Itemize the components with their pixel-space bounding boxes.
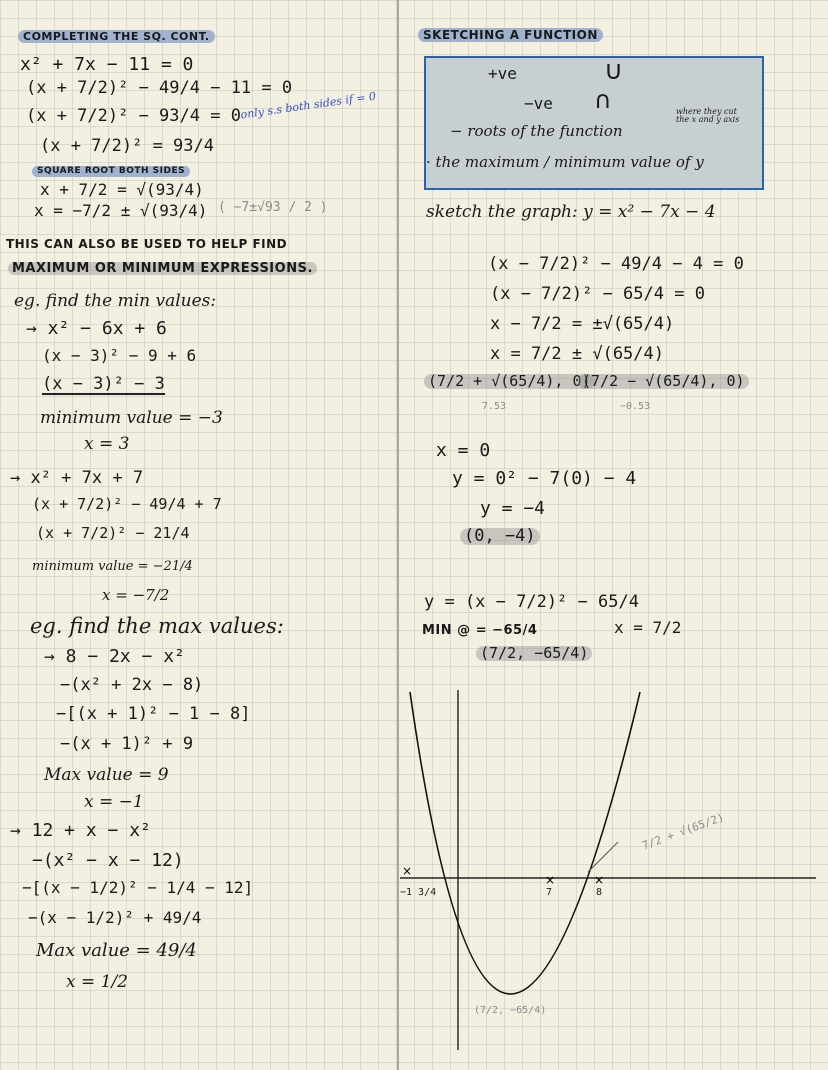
ex2-line-2: (x + 7/2)² − 49/4 + 7 bbox=[32, 495, 222, 513]
root-pointer bbox=[588, 842, 618, 872]
ex4-line-2: −(x² − x − 12) bbox=[32, 850, 184, 871]
cs-line-2: (x + 7/2)² − 49/4 − 11 = 0 bbox=[26, 78, 293, 98]
yint-line-3: y = −4 bbox=[480, 498, 546, 519]
ex4-line-3: −[(x − 1/2)² − 1/4 − 12] bbox=[22, 878, 254, 897]
cs-line-6-simplified: ( −7±√93 / 2 ) bbox=[218, 200, 328, 215]
ex4-line-1: → 12 + x − x² bbox=[10, 820, 151, 841]
box-roots-note: where they cut the x and y axis bbox=[676, 107, 740, 125]
parabola-curve bbox=[410, 692, 640, 994]
sketch-heading: sketch the graph: y = x² − 7x − 4 bbox=[426, 202, 716, 222]
roots-line-1: (x − 7/2)² − 49/4 − 4 = 0 bbox=[488, 254, 744, 274]
roots-line-3: x − 7/2 = ±√(65/4) bbox=[490, 314, 675, 334]
ex4-max-value: Max value = 49/4 bbox=[36, 940, 197, 961]
ex4-line-4: −(x − 1/2)² + 49/4 bbox=[28, 908, 202, 927]
cs-line-5: x + 7/2 = √(93/4) bbox=[40, 180, 204, 199]
ex1-line-2: (x − 3)² − 9 + 6 bbox=[42, 346, 197, 365]
roots-line-4: x = 7/2 ± √(65/4) bbox=[490, 344, 664, 364]
vertex-point: (7/2, −65/4) bbox=[476, 646, 592, 661]
cs-line-6: x = −7/2 ± √(93/4) bbox=[34, 201, 208, 220]
box-roots-line: − roots of the function bbox=[450, 122, 623, 140]
ex1-line-3: (x − 3)² − 3 bbox=[42, 374, 165, 394]
ex2-x-value: x = −7/2 bbox=[102, 586, 170, 604]
graph-label-seven: 7 bbox=[546, 887, 553, 898]
intro-line-1: THIS CAN ALSO BE USED TO HELP FIND bbox=[6, 237, 288, 251]
intro-line-2: MAXIMUM OR MINIMUM EXPRESSIONS. bbox=[8, 262, 317, 275]
cs-line-4: (x + 7/2)² = 93/4 bbox=[40, 136, 214, 156]
box-minmax-line: · the maximum / minimum value of y bbox=[426, 153, 704, 171]
ex3-line-3: −[(x + 1)² − 1 − 8] bbox=[56, 704, 251, 724]
cup-up-shape: ∪ bbox=[604, 56, 624, 86]
graph-label-vertex: (7/2, −65/4) bbox=[474, 1005, 547, 1016]
tick-mark-seven: × bbox=[545, 873, 556, 887]
vertex-min-label: MIN @ = −65/4 bbox=[422, 623, 538, 638]
vertex-form: y = (x − 7/2)² − 65/4 bbox=[424, 592, 639, 612]
ex2-line-3: (x + 7/2)² − 21/4 bbox=[36, 524, 190, 542]
cs-line-1: x² + 7x − 11 = 0 bbox=[20, 54, 194, 75]
min-heading: eg. find the min values: bbox=[14, 291, 217, 311]
tick-mark-neg: × bbox=[402, 864, 413, 878]
tick-mark-eight: × bbox=[594, 873, 605, 887]
box-positive-label: +ve bbox=[488, 64, 517, 83]
roots-line-2: (x − 7/2)² − 65/4 = 0 bbox=[490, 284, 705, 304]
ex3-max-value: Max value = 9 bbox=[44, 765, 169, 785]
ex3-line-1: → 8 − 2x − x² bbox=[44, 646, 185, 667]
yint-point: (0, −4) bbox=[460, 528, 540, 545]
box-negative-label: −ve bbox=[524, 94, 553, 113]
max-heading: eg. find the max values: bbox=[30, 614, 284, 638]
right-title: SKETCHING A FUNCTION bbox=[418, 28, 603, 42]
cup-down-shape: ∩ bbox=[594, 86, 612, 114]
yint-line-1: x = 0 bbox=[436, 440, 491, 461]
ex1-min-value: minimum value = −3 bbox=[40, 408, 223, 428]
ex4-x-value: x = 1/2 bbox=[66, 972, 128, 992]
root-1-decimal: 7.53 bbox=[482, 401, 507, 412]
ex1-x-value: x = 3 bbox=[84, 434, 130, 454]
cs-line-3: (x + 7/2)² − 93/4 = 0 bbox=[26, 106, 241, 126]
cs-side-note: only s.s both sides if = 0 bbox=[239, 89, 377, 122]
yint-line-2: y = 0² − 7(0) − 4 bbox=[452, 468, 637, 489]
ex2-min-value: minimum value = −21/4 bbox=[32, 559, 193, 574]
ex3-line-4: −(x + 1)² + 9 bbox=[60, 734, 194, 754]
root-point-2: (7/2 − √(65/4), 0) bbox=[578, 374, 749, 389]
graph-label-root: 7/2 + √(65/2) bbox=[640, 810, 726, 853]
root-point-1: (7/2 + √(65/4), 0) bbox=[424, 374, 595, 389]
vertex-x: x = 7/2 bbox=[614, 618, 682, 637]
ex1-line-1: → x² − 6x + 6 bbox=[26, 318, 167, 339]
ex3-x-value: x = −1 bbox=[84, 792, 144, 812]
root-2-decimal: −0.53 bbox=[620, 401, 651, 412]
ex2-line-1: → x² + 7x + 7 bbox=[10, 468, 144, 488]
graph-label-neg: −1 3/4 bbox=[400, 887, 437, 898]
ex3-line-2: −(x² + 2x − 8) bbox=[60, 675, 204, 695]
graph-label-eight: 8 bbox=[596, 887, 603, 898]
cs-square-root-label: SQUARE ROOT BOTH SIDES bbox=[32, 166, 190, 177]
left-title: COMPLETING THE SQ. CONT. bbox=[18, 30, 215, 43]
